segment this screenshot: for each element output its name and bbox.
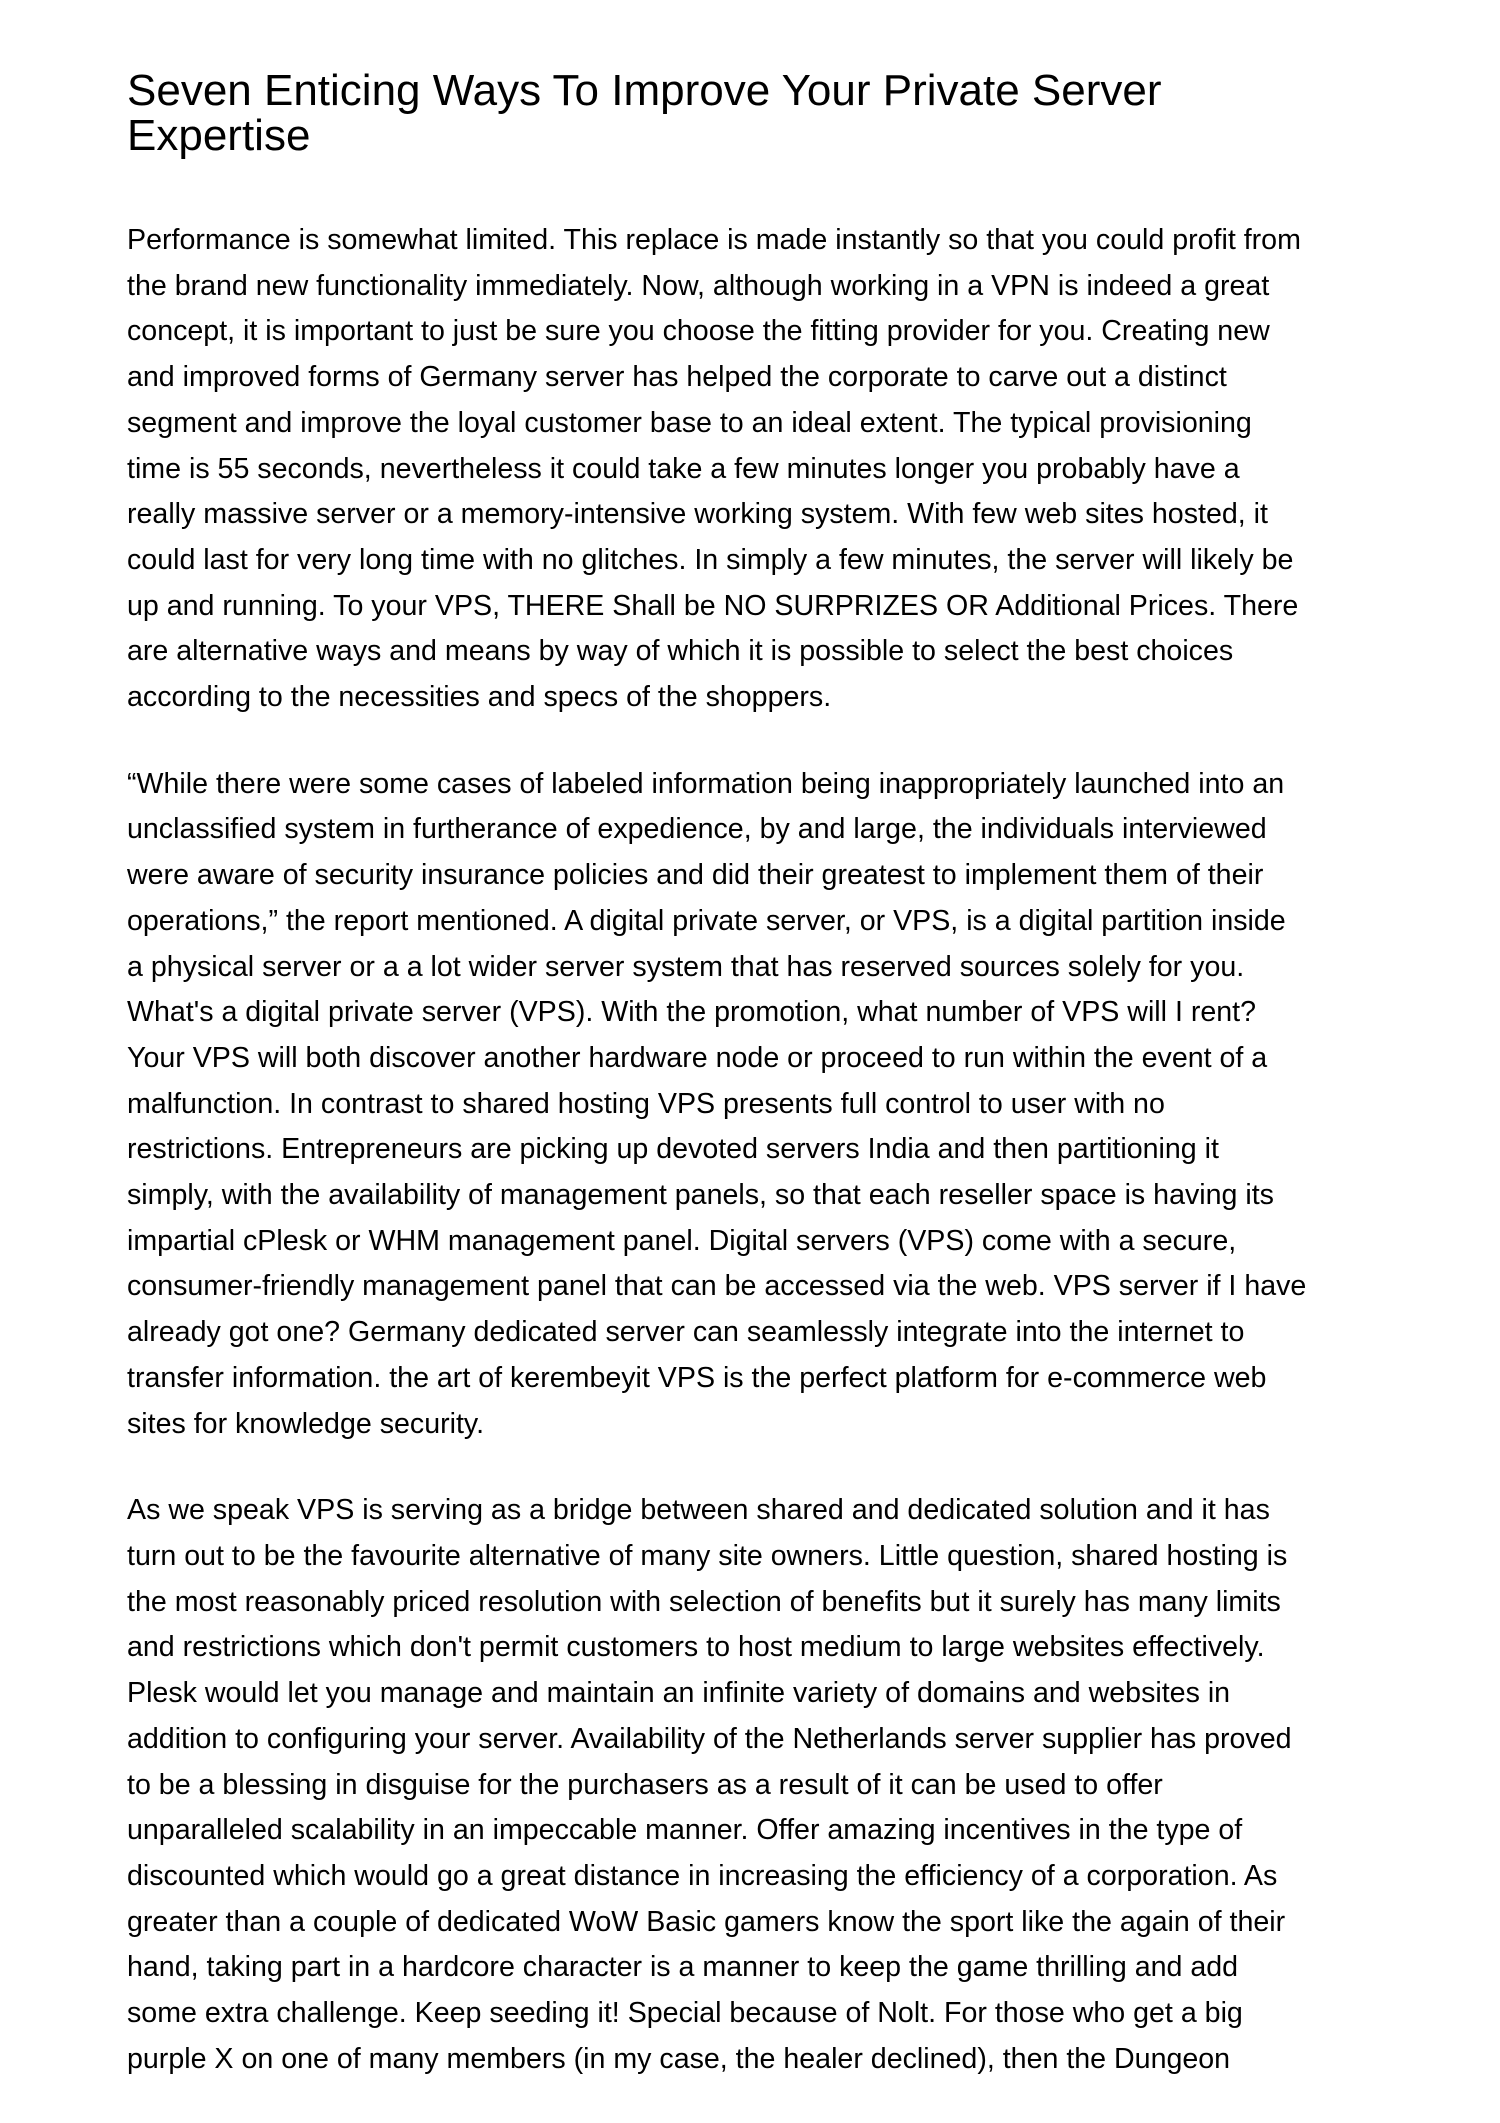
text-line: a physical server or a a lot wider server system that has reserved sources solely for you. — [127, 950, 1245, 983]
text-line: were aware of security insurance policies and did their greatest to implement them of their — [127, 859, 1264, 892]
text-line: Your VPS will both discover another hardware node or proceed to run within the event of a — [127, 1041, 1268, 1074]
title-line: Expertise — [127, 111, 311, 160]
text-line: restrictions. Entrepreneurs are picking up devoted servers India and then partitioning it — [127, 1133, 1219, 1166]
text-line: Plesk would let you manage and maintain an infinite variety of domains and websites in — [127, 1677, 1231, 1710]
text-line: hand, taking part in a hardcore character is a manner to keep the game thrilling and add — [127, 1951, 1239, 1984]
text-line: really massive server or a memory-intensive working system. With few web sites hosted, it — [127, 498, 1268, 531]
text-line: some extra challenge. Keep seeding it! Special because of Nolt. For those who get a big — [127, 1997, 1243, 2030]
text-line: addition to configuring your server. Availability of the Netherlands server supplier has proved — [127, 1722, 1292, 1755]
text-line: segment and improve the loyal customer base to an ideal extent. The typical provisioning — [127, 406, 1252, 439]
text-line: could last for very long time with no glitches. In simply a few minutes, the server will likely be — [127, 543, 1294, 576]
text-line: What's a digital private server (VPS). With the promotion, what number of VPS will I rent? — [127, 996, 1257, 1029]
text-line: purple X on one of many members (in my case, the healer declined), then the Dungeon — [127, 2042, 1231, 2075]
text-line: turn out to be the favourite alternative of many site owners. Little question, shared hosting is — [127, 1539, 1288, 1572]
text-line: Performance is somewhat limited. This replace is made instantly so that you could profit from — [127, 224, 1301, 256]
text-line: greater than a couple of dedicated WoW Basic gamers know the sport like the again of their — [127, 1905, 1286, 1938]
article-body — [127, 218, 1417, 2082]
text-line: to be a blessing in disguise for the purchasers as a result of it can be used to offer — [127, 1768, 1163, 1801]
text-line: unclassified system in furtherance of expedience, by and large, the individuals interviewed — [127, 813, 1267, 846]
text-line: As we speak VPS is serving as a bridge between shared and dedicated solution and it has — [127, 1494, 1270, 1527]
page-title — [127, 68, 1417, 158]
text-line: up and running. To your VPS, THERE Shall be NO SURPRIZES OR Additional Prices. There — [127, 589, 1299, 622]
text-line: the brand new functionality immediately. Now, although working in a VPN is indeed a great — [127, 269, 1270, 302]
text-line: already got one? Germany dedicated server can seamlessly integrate into the internet to — [127, 1316, 1245, 1349]
text-line: unparalleled scalability in an impeccable manner. Offer amazing incentives in the type of — [127, 1814, 1243, 1847]
text-line: are alternative ways and means by way of which it is possible to select the best choices — [127, 635, 1234, 668]
text-line: “While there were some cases of labeled information being inappropriately launched into an — [127, 767, 1285, 800]
document-page — [127, 68, 1417, 2123]
title-line: Seven Enticing Ways To Improve Your Private Server — [127, 66, 1162, 115]
text-line: concept, it is important to just be sure you choose the fitting provider for you. Creating new — [127, 315, 1270, 348]
text-line: the most reasonably priced resolution with selection of benefits but it surely has many limits — [127, 1585, 1281, 1618]
text-line: discounted which would go a great distance in increasing the efficiency of a corporation. As — [127, 1859, 1278, 1892]
text-line: transfer information. the art of kerembeyit VPS is the perfect platform for e-commerce web — [127, 1361, 1267, 1394]
text-line: impartial cPlesk or WHM management panel. Digital servers (VPS) come with a secure, — [127, 1224, 1237, 1257]
text-line: simply, with the availability of management panels, so that each reseller space is having its — [127, 1179, 1274, 1212]
text-line: malfunction. In contrast to shared hosting VPS presents full control to user with no — [127, 1087, 1165, 1120]
text-line: operations,” the report mentioned. A digital private server, or VPS, is a digital partition inside — [127, 904, 1286, 937]
text-line: and improved forms of Germany server has helped the corporate to carve out a distinct — [127, 361, 1227, 394]
text-line: according to the necessities and specs of the shoppers. — [127, 681, 832, 714]
text-line: and restrictions which don't permit customers to host medium to large websites effectively. — [127, 1631, 1265, 1664]
paragraph — [127, 218, 1417, 721]
text-line: time is 55 seconds, nevertheless it could take a few minutes longer you probably have a — [127, 452, 1240, 485]
paragraph — [127, 1488, 1417, 2082]
text-line: consumer-friendly management panel that can be accessed via the web. VPS server if I have — [127, 1270, 1307, 1303]
paragraph — [127, 762, 1417, 1448]
text-line: sites for knowledge security. — [127, 1407, 485, 1440]
